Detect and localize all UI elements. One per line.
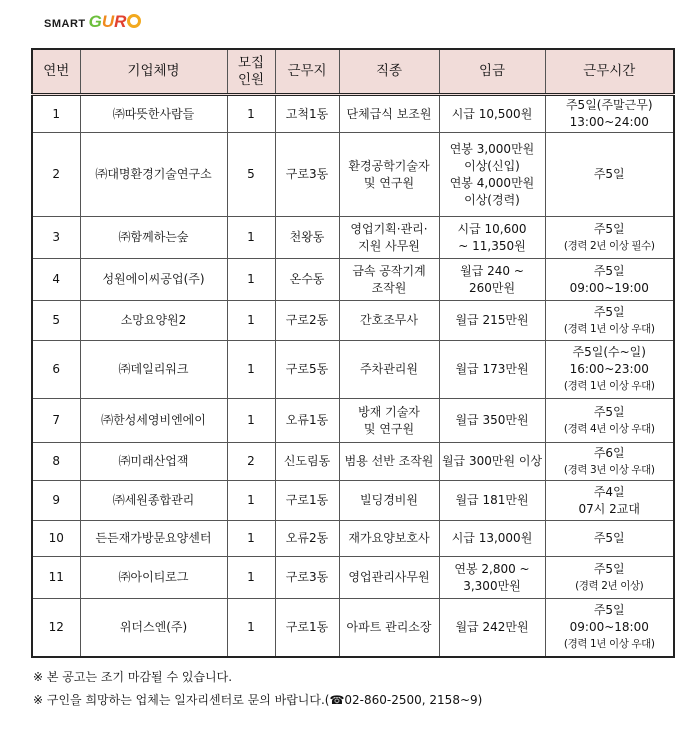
company-cell: 든든재가방문요양센터 [80, 521, 227, 557]
count-cell: 1 [227, 217, 275, 259]
header-company: 기업체명 [80, 49, 227, 95]
job-cell: 방재 기술자 및 연구원 [339, 399, 439, 443]
job-cell: 주차관리원 [339, 341, 439, 399]
hours-cell: 주5일(수~일) 16:00~23:00 (경력 1년 이상 우대) [545, 341, 674, 399]
serial-cell: 10 [32, 521, 80, 557]
hours-cell: 주5일 (경력 2년 이상 필수) [545, 217, 674, 259]
hours-cell: 주5일(주말근무) 13:00~24:00 [545, 95, 674, 133]
table-row [32, 341, 674, 399]
table-row [32, 301, 674, 341]
wage-cell: 월급 181만원 [439, 481, 545, 521]
wage-cell: 시급 10,500원 [439, 95, 545, 133]
location-cell: 고척1동 [275, 95, 339, 133]
serial-cell: 3 [32, 217, 80, 259]
company-cell: ㈜미래산업잭 [80, 443, 227, 481]
company-cell: ㈜함께하는숲 [80, 217, 227, 259]
table-row [32, 481, 674, 521]
serial-cell: 6 [32, 341, 80, 399]
company-cell: ㈜세원종합관리 [80, 481, 227, 521]
notice-contact: ※ 구인을 희망하는 업체는 일자리센터로 문의 바랍니다.(☎02-860-2500, 2158~9) [33, 693, 483, 707]
company-cell: ㈜데일리워크 [80, 341, 227, 399]
serial-cell: 11 [32, 557, 80, 599]
hours-cell: 주5일 09:00~18:00 (경력 1년 이상 우대) [545, 599, 674, 657]
serial-cell: 5 [32, 301, 80, 341]
table-row [32, 521, 674, 557]
company-cell: ㈜대명환경기술연구소 [80, 133, 227, 217]
hours-cell: 주5일 (경력 2년 이상) [545, 557, 674, 599]
job-cell: 영업기획·관리· 지원 사무원 [339, 217, 439, 259]
location-cell: 오류2동 [275, 521, 339, 557]
hours-cell: 주5일 [545, 521, 674, 557]
table-row [32, 217, 674, 259]
table-row [32, 557, 674, 599]
company-cell: ㈜따뜻한사람들 [80, 95, 227, 133]
hours-cell: 주5일 (경력 4년 이상 우대) [545, 399, 674, 443]
wage-cell: 시급 10,600 ~ 11,350원 [439, 217, 545, 259]
serial-cell: 2 [32, 133, 80, 217]
location-cell: 천왕동 [275, 217, 339, 259]
job-cell: 영업관리사무원 [339, 557, 439, 599]
hours-cell: 주6일 (경력 3년 이상 우대) [545, 443, 674, 481]
job-listing-table [31, 48, 675, 658]
location-cell: 구로3동 [275, 133, 339, 217]
company-cell: ㈜한성세영비엔에이 [80, 399, 227, 443]
job-cell: 환경공학기술자 및 연구원 [339, 133, 439, 217]
table-row [32, 443, 674, 481]
serial-cell: 8 [32, 443, 80, 481]
location-cell: 구로3동 [275, 557, 339, 599]
count-cell: 2 [227, 443, 275, 481]
count-cell: 1 [227, 95, 275, 133]
header-location: 근무지 [275, 49, 339, 95]
job-cell: 간호조무사 [339, 301, 439, 341]
count-cell: 5 [227, 133, 275, 217]
logo-ring-icon [127, 14, 141, 28]
logo-guro-text: GUR [89, 12, 142, 32]
location-cell: 신도림동 [275, 443, 339, 481]
header-count: 모집 인원 [227, 49, 275, 95]
job-cell: 금속 공작기계 조작원 [339, 259, 439, 301]
location-cell: 구로1동 [275, 481, 339, 521]
notice-early-close: ※ 본 공고는 조기 마감될 수 있습니다. [33, 670, 233, 684]
table-row [32, 133, 674, 217]
company-cell: ㈜아이티로그 [80, 557, 227, 599]
location-cell: 구로2동 [275, 301, 339, 341]
company-cell: 위더스엔(주) [80, 599, 227, 657]
location-cell: 오류1동 [275, 399, 339, 443]
count-cell: 1 [227, 341, 275, 399]
table-header-row [32, 49, 674, 95]
job-cell: 재가요양보호사 [339, 521, 439, 557]
header-hours: 근무시간 [545, 49, 674, 95]
count-cell: 1 [227, 521, 275, 557]
wage-cell: 월급 350만원 [439, 399, 545, 443]
count-cell: 1 [227, 301, 275, 341]
location-cell: 온수동 [275, 259, 339, 301]
count-cell: 1 [227, 399, 275, 443]
header-serial: 연번 [32, 49, 80, 95]
serial-cell: 1 [32, 95, 80, 133]
serial-cell: 12 [32, 599, 80, 657]
count-cell: 1 [227, 481, 275, 521]
table-row [32, 259, 674, 301]
wage-cell: 연봉 2,800 ~ 3,300만원 [439, 557, 545, 599]
count-cell: 1 [227, 599, 275, 657]
serial-cell: 7 [32, 399, 80, 443]
header-wage: 임금 [439, 49, 545, 95]
hours-cell: 주4일 07시 2교대 [545, 481, 674, 521]
wage-cell: 연봉 3,000만원 이상(신입) 연봉 4,000만원 이상(경력) [439, 133, 545, 217]
job-cell: 범용 선반 조작원 [339, 443, 439, 481]
serial-cell: 9 [32, 481, 80, 521]
hours-cell: 주5일 [545, 133, 674, 217]
smart-guro-logo [44, 10, 141, 34]
table-row [32, 399, 674, 443]
job-cell: 아파트 관리소장 [339, 599, 439, 657]
count-cell: 1 [227, 259, 275, 301]
wage-cell: 월급 215만원 [439, 301, 545, 341]
hours-cell: 주5일 (경력 1년 이상 우대) [545, 301, 674, 341]
job-cell: 빌딩경비원 [339, 481, 439, 521]
count-cell: 1 [227, 557, 275, 599]
wage-cell: 월급 240 ~ 260만원 [439, 259, 545, 301]
location-cell: 구로1동 [275, 599, 339, 657]
job-cell: 단체급식 보조원 [339, 95, 439, 133]
company-cell: 소망요양원2 [80, 301, 227, 341]
table-row [32, 95, 674, 133]
company-cell: 성원에이씨공업(주) [80, 259, 227, 301]
logo-smart-text: SMART [44, 17, 86, 30]
wage-cell: 월급 300만원 이상 [439, 443, 545, 481]
wage-cell: 월급 173만원 [439, 341, 545, 399]
header-job: 직종 [339, 49, 439, 95]
wage-cell: 월급 242만원 [439, 599, 545, 657]
location-cell: 구로5동 [275, 341, 339, 399]
table-row [32, 599, 674, 657]
hours-cell: 주5일 09:00~19:00 [545, 259, 674, 301]
wage-cell: 시급 13,000원 [439, 521, 545, 557]
serial-cell: 4 [32, 259, 80, 301]
